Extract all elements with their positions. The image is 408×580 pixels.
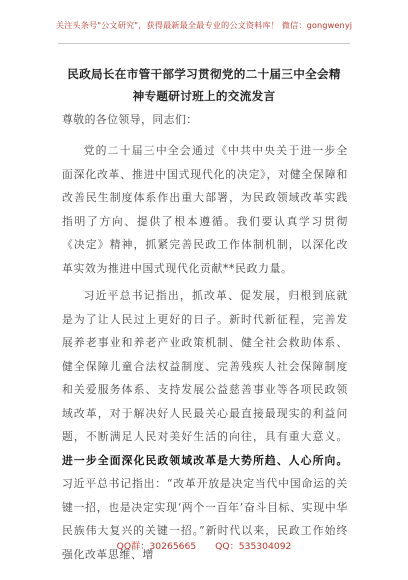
paragraph-2-text: 习近平总书记指出，抓改革、促发展，归根到底就是为了让人民过上更好的日子。新时代新征程，完善发展养老事业和养老产业政策机制、健全社会救助体系、健全保障儿童合法权益制度、完善残疾人社会保障制度和关爱服务体系、支持发展公益慈善事业等各项民政领域改革，对于解决好人民最关心最直接最现实的利益问题，不断满足人民对美好生活的向往，具有重大意义。: [62, 289, 348, 443]
salutation: 尊敬的各位领导，同志们：: [62, 113, 198, 126]
document-title: 民政局长在市管干部学习贯彻党的二十届三中全会精神专题研讨班上的交流发言: [67, 67, 341, 103]
footer-qq: QQ：535304092: [215, 541, 292, 552]
document-body: [62, 139, 348, 570]
header-notice: 关注头条号"公文研究"，获得最新最全最专业的公文资料库！ 微信：gongwenyj: [55, 20, 353, 30]
paragraph-2-rest: 习近平总书记指出：“改革开放是决定当代中国命运的关键一招，也是决定实现‘两个一百年’奋斗目标、实现中华民族伟大复兴的关键一招。”新时代以来，民政工作始终强化改革思维、增: [62, 477, 348, 561]
paragraph-2-bold-lead: 进一步全面深化民政领域改革是大势所趋、人心所向。: [62, 453, 348, 467]
header-divider: [58, 43, 350, 44]
footer: [0, 538, 408, 552]
paragraph-1: 党的二十届三中全会通过《中共中央关于进一步全面深化改革、推进中国式现代化的决定》，对健全保障和改善民生制度体系作出重大部署，为民政领域改革实践指明了方向、提供了根本遵循。我们要认真学习贯彻《决定》精神，抓紧完善民政工作体制机制，以深化改革实效为推进中国式现代化贡献**民政力量。: [62, 144, 348, 275]
paragraph-2: [62, 284, 348, 566]
footer-qq-group: QQ群：30265665: [116, 541, 197, 552]
